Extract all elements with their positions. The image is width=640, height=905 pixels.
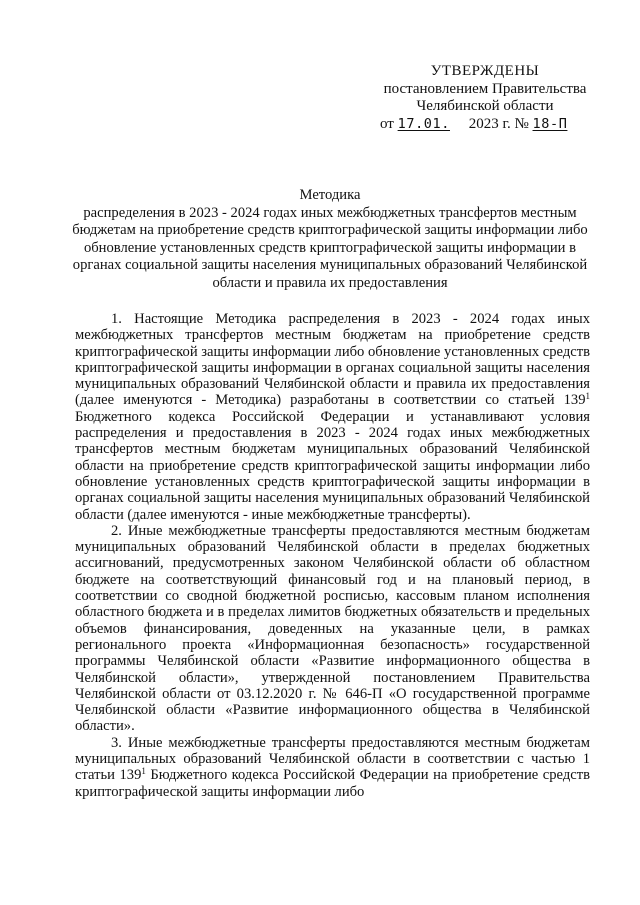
year-number-label: 2023 г. № — [468, 115, 533, 132]
paragraph-2-text: 2. Иные межбюджетные трансферты предоставляются местным бюджетам муниципальных образований Челябинской области в пределах бюджетных ассигнований, предусмотренных законом Челябинской области об областном бюджете на соответствующий финансовый год и на плановый период, в соответствии со сводной бюджетной росписью, кассовым планом исполнения областного бюджета и в пределах лимитов бюджетных обязательств и предельных объемов финансирования, доведенных на указанные цели, в рамках регионального проекта «Информационная безопасность» государственной программы Челябинской области «Развитие информационного общества в Челябинской области», утвержденной постановлением Правительства Челябинской области от 03.12.2020 г. № 646-П «О государственной программе Челябинской области «Развитие информационного общества в Челябинской области». — [75, 522, 590, 735]
paragraph-3 — [75, 735, 590, 800]
paragraph-3-text-a: 3. Иные межбюджетные трансферты предоставляются местным бюджетам муниципальных образований Челябинской области в соответствии с частью 1 статьи 139 — [75, 734, 590, 784]
paragraph-1-superscript: 1 — [585, 391, 590, 402]
paragraph-1-text-b: Бюджетного кодекса Российской Федерации и устанавливают условия распределения и предоставления в 2023 - 2024 годах иных межбюджетных трансфертов местным бюджетам муниципальных образований Челябинской области на приобретение средств криптографической защиты информации либо обновление установленных средств криптографической защиты информации в органах социальной защиты населения муниципальных образований Челябинской области (далее именуются - иные межбюджетные трансферты). — [75, 408, 590, 523]
approval-block — [380, 63, 590, 133]
paragraph-1 — [75, 311, 590, 523]
date-prefix: от — [380, 115, 398, 132]
title-text: распределения в 2023 - 2024 годах иных межбюджетных трансфертов местным бюджетам на приобретение средств криптографической защиты информации либо обновление установленных средств криптографической защиты информации в органах социальной защиты населения муниципальных образований Челябинской области и правила их предоставления — [72, 204, 588, 291]
handwritten-date: 17.01. — [397, 115, 450, 132]
approval-line-resolution: постановлением Правительства — [383, 80, 587, 97]
paragraph-3-text-b: Бюджетного кодекса Российской Федерации на приобретение средств криптографической защиты информации либо — [75, 767, 590, 800]
approval-heading: УТВЕРЖДЕНЫ — [430, 63, 540, 79]
paragraph-1-text-a: 1. Настоящие Методика распределения в 2023 - 2024 годах иных межбюджетных трансфертов местным бюджетам на приобретение средств криптографической защиты информации либо обновление установленных средств криптографической защиты информации в органах социальной защиты населения муниципальных образований Челябинской области и правила их предоставления (далее именуются - Методика) разработаны в соответствии со статьей 139 — [75, 311, 591, 409]
handwritten-number: 18-П — [532, 115, 568, 132]
title-heading: Методика — [299, 187, 361, 203]
paragraph-2 — [75, 523, 590, 735]
paragraph-3-superscript: 1 — [141, 766, 146, 777]
document-body — [75, 311, 590, 800]
approval-date-line — [380, 116, 590, 134]
approval-line-region: Челябинской области — [416, 98, 554, 114]
document-title — [70, 187, 590, 292]
